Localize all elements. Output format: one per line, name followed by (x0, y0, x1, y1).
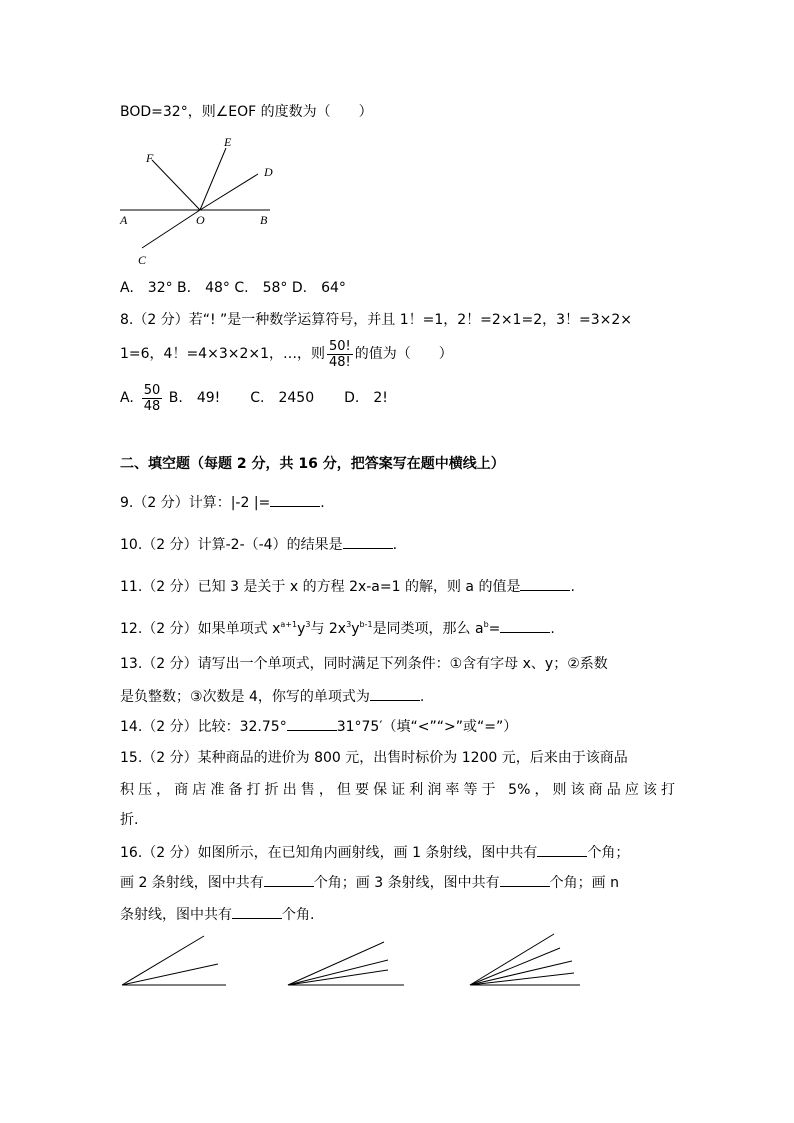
q16-text-1: 16.（2 分）如图所示，在已知角内画射线，画 1 条射线，图中共有 (120, 845, 538, 861)
q8-option-c: C. 2450 (250, 390, 315, 406)
ray-oc (142, 210, 200, 248)
q9-answer-blank[interactable] (270, 492, 320, 507)
q12-text-a: 12.（2 分）如果单项式 x (120, 621, 281, 637)
q14-text: 14.（2 分）比较：32.75° (120, 719, 287, 735)
q12-exp3: 3 (346, 620, 352, 629)
q14 (120, 716, 517, 737)
q12-text-f: = (488, 621, 501, 637)
q8-line2-tail: 的值为（ ） (354, 346, 453, 362)
label-o: O (196, 213, 205, 227)
q11 (120, 576, 575, 597)
q12-text-c: 与 2x (310, 621, 347, 637)
q16-text-2c: 个角；画 n (549, 875, 619, 891)
q8-option-a-fraction (142, 383, 163, 414)
q16-answer-blank-2[interactable] (264, 872, 314, 887)
ray-od (200, 174, 258, 210)
q12-text-d: y (351, 621, 360, 637)
q16-text-3b: 个角. (282, 907, 315, 923)
q16-text-3a: 条射线，图中共有 (120, 907, 232, 923)
q15-line2 (120, 780, 675, 800)
q7-angle-figure (112, 130, 292, 270)
label-b: B (260, 213, 268, 227)
q16-answer-blank-4[interactable] (232, 904, 282, 919)
q8-fraction (327, 339, 353, 370)
q11-end: . (570, 579, 575, 595)
q9-end: . (320, 495, 325, 511)
q12-exp4: b-1 (359, 620, 373, 629)
q8-line2-text: 1=6，4！=4×3×2×1，…，则 (120, 346, 326, 362)
ray-of (152, 160, 200, 210)
q8-frac-num: 50! (329, 338, 351, 354)
ray-oe (200, 148, 226, 210)
q14-answer-blank[interactable] (287, 716, 337, 731)
q16-answer-blank-3[interactable] (500, 872, 550, 887)
q14-end: 31°75′（填“<”“>”或“=”） (336, 719, 518, 735)
q16-answer-blank-1[interactable] (537, 842, 587, 857)
q8-frac-den: 48! (329, 354, 351, 370)
q8-option-a-label: A. (120, 390, 134, 406)
q11-answer-blank[interactable] (520, 576, 570, 591)
q16-text-2b: 个角；画 3 条射线，图中共有 (313, 875, 500, 891)
label-a: A (120, 213, 128, 227)
q12 (120, 618, 555, 639)
q16-line2 (120, 872, 619, 893)
q8-option-d: D. 2! (344, 390, 388, 406)
q8-line2 (120, 336, 453, 372)
label-d: D (264, 165, 273, 179)
q12-exp1: a+1 (280, 620, 298, 629)
q9 (120, 492, 325, 513)
q12-text-e: 是同类项，那么 a (372, 621, 484, 637)
q8-options (120, 380, 388, 416)
q10-answer-blank[interactable] (343, 534, 393, 549)
q7-stem: BOD=32°，则∠EOF 的度数为（ ） (120, 104, 373, 120)
q11-text: 11.（2 分）已知 3 是关于 x 的方程 2x-a=1 的解，则 a 的值是 (120, 579, 521, 595)
section-2-heading: 二、填空题（每题 2 分，共 16 分，把答案写在题中横线上） (120, 456, 505, 472)
q8-line1: 8.（2 分）若“! ”是一种数学运算符号，并且 1！=1，2！=2×1=2，3！=3×2× (120, 312, 633, 328)
q8-option-a-num: 50 (143, 382, 161, 398)
q12-answer-blank[interactable] (500, 618, 550, 633)
q12-exp2: 3 (305, 620, 311, 629)
q15-line3: 折. (120, 812, 139, 828)
q16-line3 (120, 904, 314, 925)
q12-end: . (550, 621, 555, 637)
q9-text: 9.（2 分）计算：|-2 |= (120, 495, 271, 511)
q12-exp5: b (483, 620, 489, 629)
q15-line2-text: 积压，商店准备打折出售，但要保证利润率等于 5%，则该商品应该打 (120, 782, 675, 798)
q15-line1: 15.（2 分）某种商品的进价为 800 元，出售时标价为 1200 元，后来由于该商品 (120, 750, 628, 766)
figure-one-ray (122, 936, 226, 985)
q10-text: 10.（2 分）计算-2-（-4）的结果是 (120, 537, 343, 553)
q13-answer-blank[interactable] (370, 686, 420, 701)
q7-options: A. 32° B. 48° C. 58° D. 64° (120, 280, 346, 296)
q16-text-2a: 画 2 条射线，图中共有 (120, 875, 264, 891)
q8-option-b: B. 49! (168, 390, 221, 406)
q16-line1 (120, 842, 629, 863)
label-c: C (138, 253, 147, 267)
label-f: F (146, 151, 154, 165)
q16-ray-figures (118, 930, 588, 992)
q12-text-b: y (297, 621, 306, 637)
label-e: E (224, 135, 232, 149)
figure-two-rays (288, 942, 404, 985)
q16-text-1b: 个角； (587, 845, 630, 861)
q13-line2 (120, 686, 424, 707)
q13-end: . (419, 689, 425, 705)
q10-end: . (392, 537, 398, 553)
q13-text: 是负整数；③次数是 4，你写的单项式为 (120, 689, 370, 705)
figure-three-rays (470, 934, 580, 985)
q13-line1: 13.（2 分）请写出一个单项式，同时满足下列条件：①含有字母 x、y；②系数 (120, 656, 608, 672)
q10 (120, 534, 397, 555)
q8-option-a-den: 48 (143, 398, 161, 414)
